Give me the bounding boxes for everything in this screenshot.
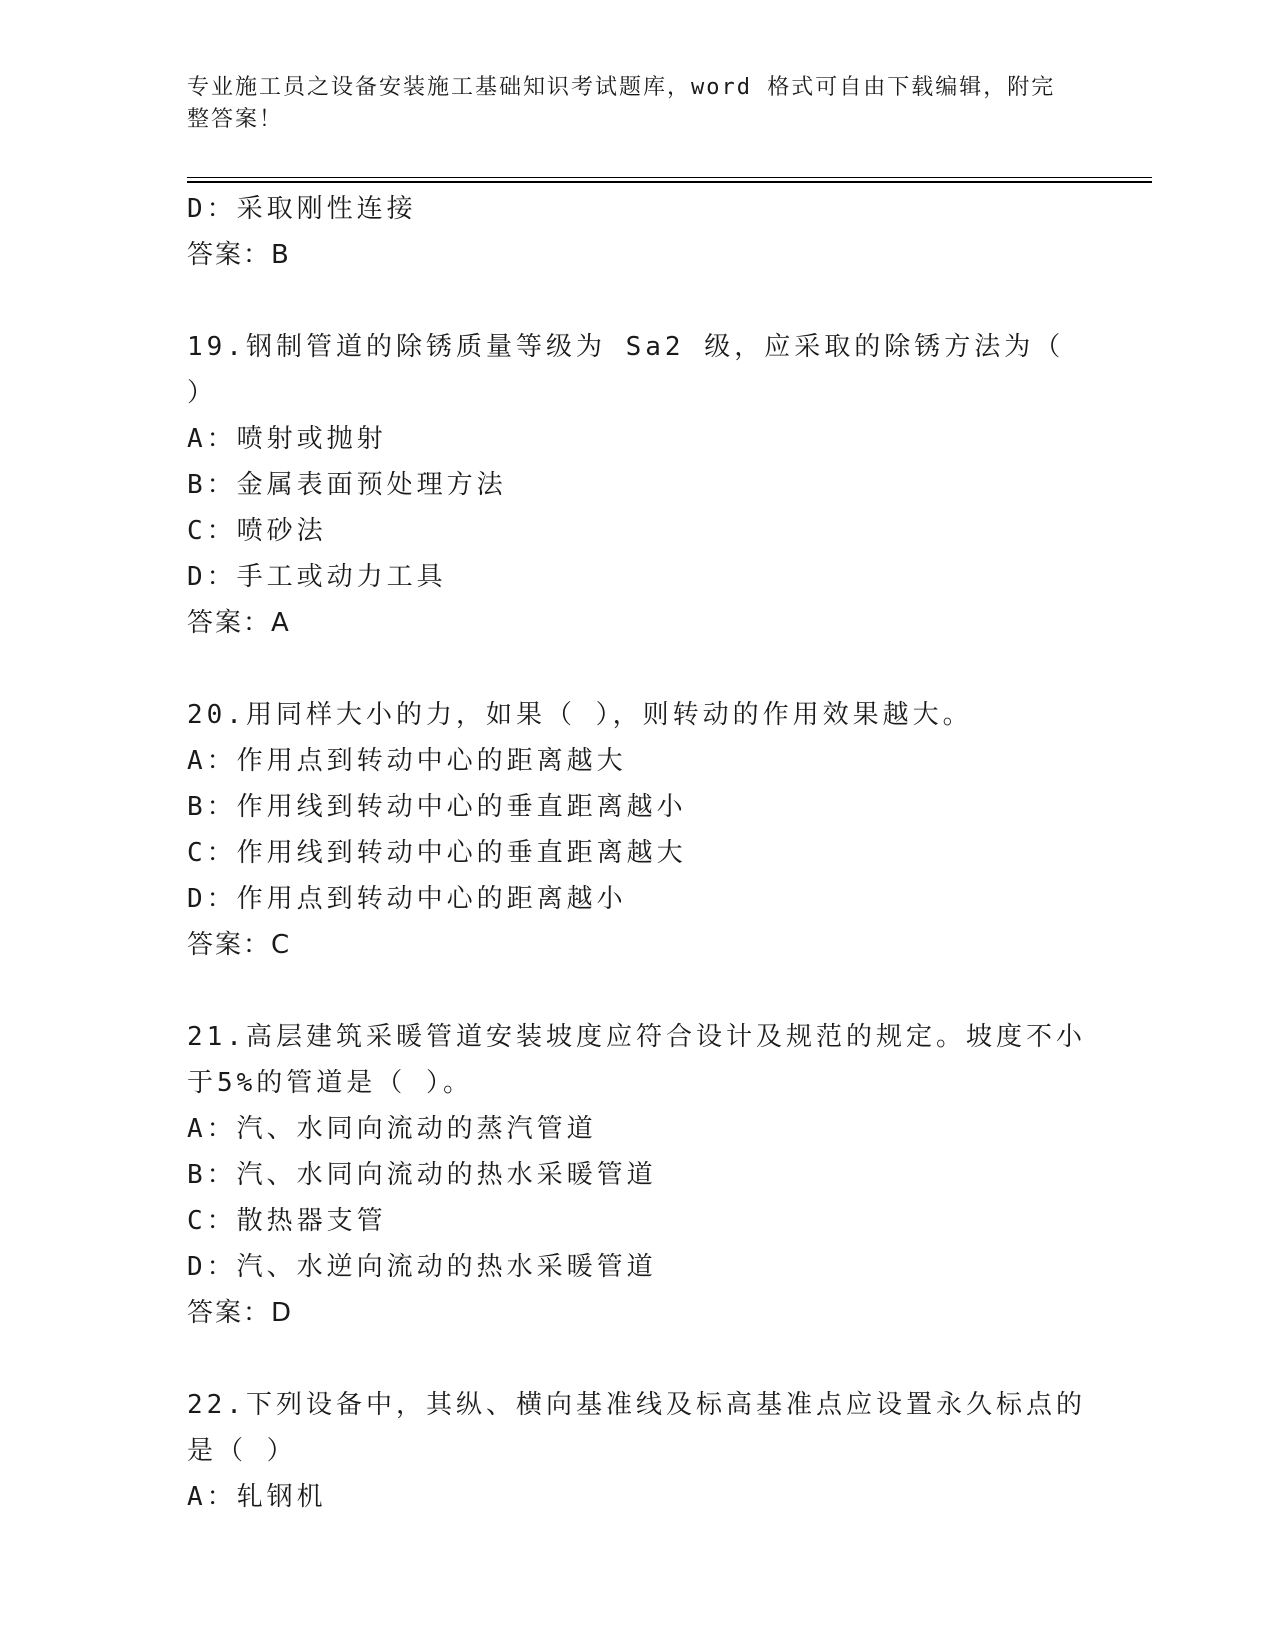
page-header: 专业施工员之设备安装施工基础知识考试题库，word 格式可自由下载编辑，附完整答案！ xyxy=(187,75,1056,132)
question-text: 19.钢制管道的除锈质量等级为 Sa2 级，应采取的除锈方法为（ ） xyxy=(187,332,1065,408)
option-d: D：手工或动力工具 xyxy=(187,562,447,592)
question-21 xyxy=(187,1014,1087,1336)
question-text: 20.用同样大小的力，如果（ ），则转动的作用效果越大。 xyxy=(187,700,973,730)
option-a: A：汽、水同向流动的蒸汽管道 xyxy=(187,1114,597,1144)
question-19 xyxy=(187,324,1087,646)
option-c: C：喷砂法 xyxy=(187,516,327,546)
header-divider-thick xyxy=(187,181,1152,183)
question-list xyxy=(187,186,1087,1520)
option-b: B：金属表面预处理方法 xyxy=(187,470,507,500)
option-a: A：喷射或抛射 xyxy=(187,424,387,454)
option-d: D：作用点到转动中心的距离越小 xyxy=(187,884,627,914)
option-a: A：轧钢机 xyxy=(187,1482,327,1512)
option-b: B：作用线到转动中心的垂直距离越小 xyxy=(187,792,687,822)
option-d: D：采取刚性连接 xyxy=(187,194,417,224)
question-20 xyxy=(187,692,1087,968)
option-a: A：作用点到转动中心的距离越大 xyxy=(187,746,627,776)
question-text: 22.下列设备中，其纵、横向基准线及标高基准点应设置永久标点的是（ ） xyxy=(187,1390,1086,1466)
option-c: C：散热器支管 xyxy=(187,1206,387,1236)
option-c: C：作用线到转动中心的垂直距离越大 xyxy=(187,838,687,868)
question-text: 21.高层建筑采暖管道安装坡度应符合设计及规范的规定。坡度不小于5%的管道是（ ）。 xyxy=(187,1022,1086,1098)
carryover-block xyxy=(187,186,1087,278)
option-d: D：汽、水逆向流动的热水采暖管道 xyxy=(187,1252,657,1282)
answer-line: 答案：A xyxy=(187,608,291,638)
answer-line: 答案：D xyxy=(187,1298,294,1328)
question-22 xyxy=(187,1382,1087,1520)
header-divider-thin xyxy=(187,177,1152,178)
answer-line: 答案：B xyxy=(187,240,291,270)
option-b: B：汽、水同向流动的热水采暖管道 xyxy=(187,1160,657,1190)
answer-line: 答案：C xyxy=(187,930,292,960)
